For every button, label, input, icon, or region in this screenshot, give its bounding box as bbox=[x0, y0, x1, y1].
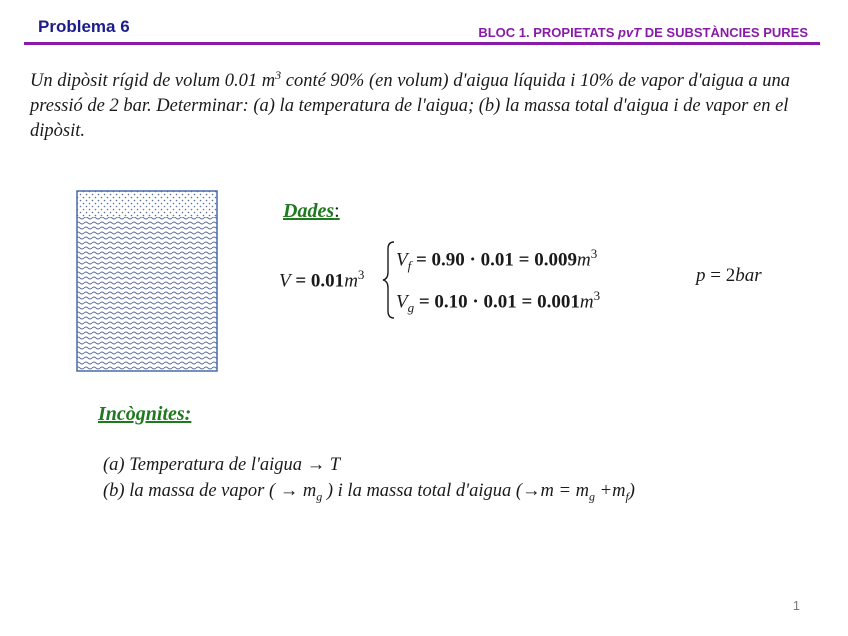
p-expression: = 2 bbox=[705, 265, 736, 286]
unknown-b-sub3: f bbox=[625, 489, 629, 504]
statement-part2: conté 90% (en volum) d'aigua líquida i 10% de vapor d'aigua a una pressió de 2 bar. Determinar: (a) la temperatura de l'aigua; (b) la massa total d'aigua i de vapor en el dipòsit. bbox=[30, 71, 791, 142]
v-symbol: V bbox=[279, 270, 291, 292]
v-unit: m bbox=[344, 270, 358, 292]
vapor-volume-equation bbox=[396, 288, 600, 316]
dades-heading bbox=[283, 200, 340, 223]
section-header-suffix: DE SUBSTÀNCIES PURES bbox=[641, 25, 808, 40]
incognites-heading: Incògnites: bbox=[98, 403, 192, 425]
vg-symbol: V bbox=[396, 291, 408, 313]
page-number: 1 bbox=[792, 598, 800, 613]
unknown-b-sub2: g bbox=[588, 489, 595, 504]
vg-exponent: 3 bbox=[593, 288, 601, 303]
volume-equation bbox=[279, 267, 364, 292]
vf-unit: m bbox=[576, 249, 591, 271]
vapor-region bbox=[77, 191, 217, 217]
vf-subscript: f bbox=[407, 258, 412, 274]
dades-heading-text: Dades bbox=[283, 200, 335, 222]
section-header bbox=[478, 25, 808, 40]
unknown-a: (a) Temperatura de l'aigua → T bbox=[103, 455, 341, 475]
unknown-b-sub1: g bbox=[316, 489, 323, 504]
header-divider bbox=[24, 42, 820, 45]
vf-exponent: 3 bbox=[590, 246, 598, 261]
p-symbol: p bbox=[696, 265, 706, 286]
unknown-b bbox=[103, 481, 635, 505]
v-value: = 0.01 bbox=[290, 270, 345, 292]
unknown-b-text1: (b) la massa de vapor ( → m bbox=[103, 481, 317, 501]
unknown-b-text3: +m bbox=[594, 481, 626, 501]
unknown-b-text4: ) bbox=[628, 481, 635, 501]
vf-symbol: V bbox=[396, 249, 408, 271]
tank-diagram bbox=[76, 190, 218, 372]
unknown-b-text2: ) i la massa total d'aigua (→m = m bbox=[322, 481, 589, 501]
vg-unit: m bbox=[579, 291, 594, 313]
problem-statement bbox=[30, 63, 820, 144]
dades-colon: : bbox=[334, 200, 340, 222]
curly-brace bbox=[382, 241, 396, 319]
statement-exponent: 3 bbox=[275, 68, 282, 82]
vg-expression: = 0.10 · 0.01 = 0.001 bbox=[414, 291, 580, 313]
p-unit: bar bbox=[735, 265, 762, 286]
v-exponent: 3 bbox=[357, 267, 365, 282]
liquid-volume-equation bbox=[396, 246, 597, 274]
statement-part1: Un dipòsit rígid de volum 0.01 m bbox=[30, 71, 276, 92]
section-header-prefix: BLOC 1. PROPIETATS bbox=[478, 25, 618, 40]
problem-title: Problema 6 bbox=[38, 17, 130, 36]
pressure-equation bbox=[696, 265, 762, 287]
vf-expression: = 0.90 · 0.01 = 0.009 bbox=[411, 249, 577, 271]
liquid-region bbox=[77, 217, 217, 371]
vg-subscript: g bbox=[407, 300, 415, 316]
section-header-italic: pvT bbox=[618, 25, 642, 40]
